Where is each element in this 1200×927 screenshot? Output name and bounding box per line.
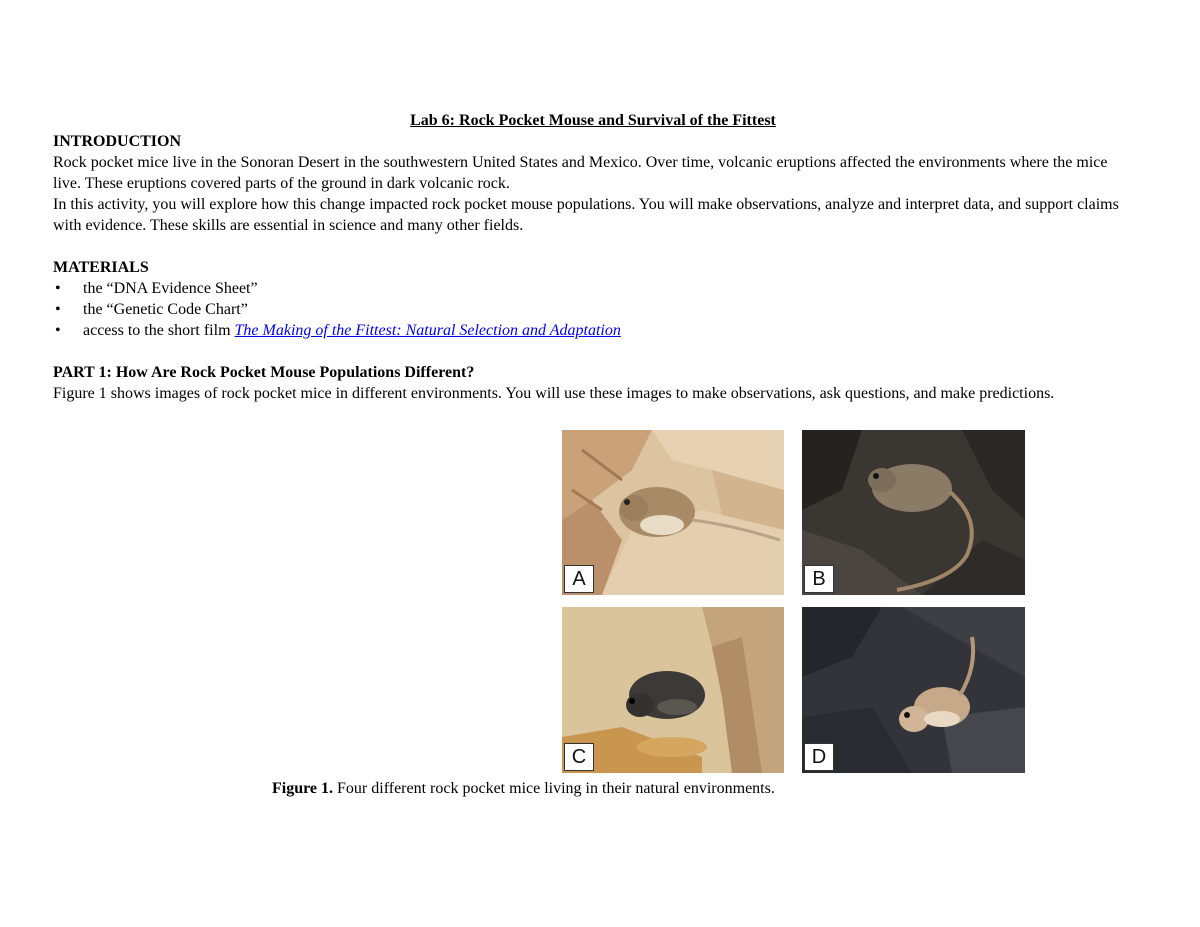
part1-heading: PART 1: How Are Rock Pocket Mouse Populations Different? — [53, 364, 475, 381]
film-link[interactable]: The Making of the Fittest: Natural Selection and Adaptation — [234, 322, 621, 339]
materials-heading: MATERIALS — [53, 259, 149, 276]
list-item — [53, 320, 1133, 341]
photo-label-c: C — [564, 743, 594, 771]
photo-b-tan-mouse-dark-rock — [802, 430, 1025, 595]
part1-paragraph: Figure 1 shows images of rock pocket mice in different environments. You will use these images to make observations, ask questions, and make predictions. — [53, 385, 1055, 402]
photo-a-tan-mouse-light-rock — [562, 430, 784, 595]
list-item — [53, 278, 1133, 299]
bullet-icon: • — [55, 280, 61, 297]
list-item — [53, 299, 1133, 320]
materials-list — [53, 278, 1133, 341]
material-item-text: the “DNA Evidence Sheet” — [83, 280, 258, 297]
material-item-text: the “Genetic Code Chart” — [83, 301, 248, 318]
photo-label-d: D — [804, 743, 834, 771]
figure-caption-text: Four different rock pocket mice living in their natural environments. — [333, 780, 775, 797]
figure-caption — [272, 778, 775, 799]
photo-c-dark-mouse-light-rock — [562, 607, 784, 773]
photo-d-tan-mouse-dark-rock — [802, 607, 1025, 773]
photo-label-a: A — [564, 565, 594, 593]
introduction-paragraph-1: Rock pocket mice live in the Sonoran Desert in the southwestern United States and Mexico. Over time, volcanic eruptions affected the environments where the mice live. These eruptions covered parts of the ground in dark volcanic rock. — [53, 154, 1108, 192]
photo-label-b: B — [804, 565, 834, 593]
figure-1 — [562, 430, 1026, 774]
bullet-icon: • — [55, 301, 61, 318]
figure-caption-label: Figure 1. — [272, 780, 334, 797]
document-title: Lab 6: Rock Pocket Mouse and Survival of the Fittest — [410, 112, 776, 129]
document-page — [53, 110, 1133, 404]
introduction-heading: INTRODUCTION — [53, 133, 182, 150]
material-item-text: access to the short film The Making of the Fittest: Natural Selection and Adaptation — [83, 322, 621, 339]
introduction-paragraph-2: In this activity, you will explore how this change impacted rock pocket mouse populations. You will make observations, analyze and interpret data, and support claims with evidence. These skills are essential in science and many other fields. — [53, 196, 1119, 234]
bullet-icon: • — [55, 322, 61, 339]
